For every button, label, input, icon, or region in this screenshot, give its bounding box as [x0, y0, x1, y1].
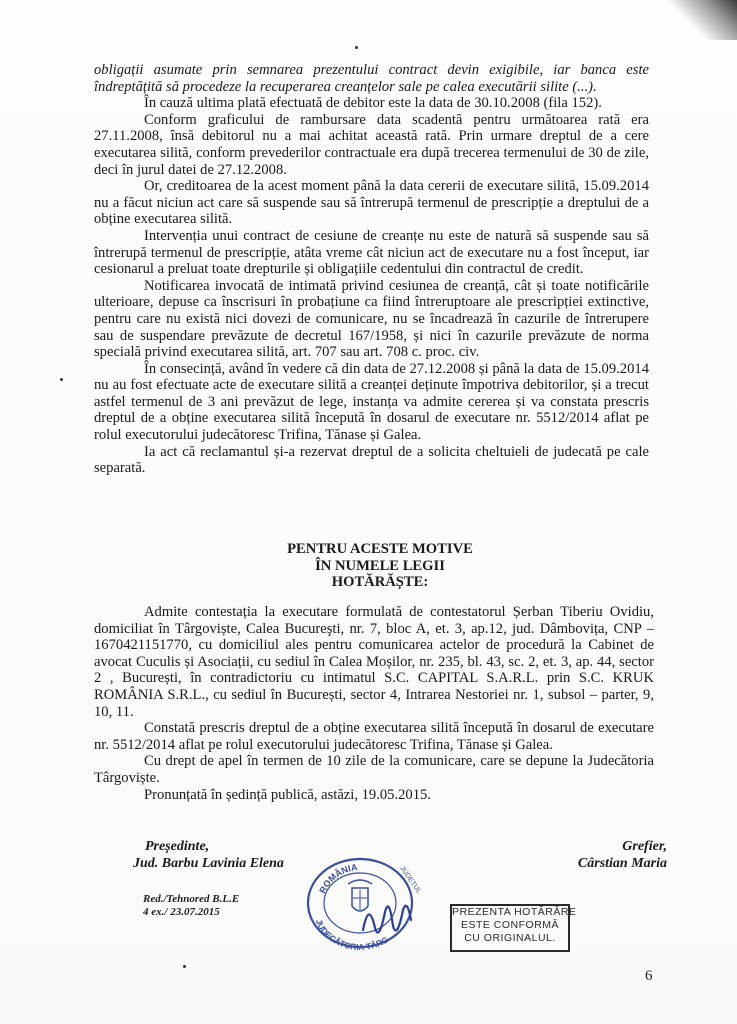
clerk-title: Grefier, [622, 839, 667, 854]
clerk-signature-block [547, 838, 667, 872]
paragraph: Conform graficului de rambursare data scadentă pentru următoarea rată era 27.11.2008, însă debitorul nu a mai achitat această rată. Prin urmare dreptul de a cere executarea silită, conform prevederilor contractuale era după trecerea termenului de 30 de zile, deci în jurul datei de 27.12.2008. [94, 111, 649, 178]
conformity-stamp [450, 904, 577, 952]
heading: ÎN NUMELE LEGII [315, 557, 445, 574]
paragraph: Intervenția unui contract de cesiune de creanțe nu este de natură să suspende sau să întrerupă termenul de prescripție, atâta vreme cât niciun act de executare nu a fost început, iar cesionarul a preluat toate drepturile și obligațiile cedentului din contractul de credit. [94, 227, 649, 278]
stamp-line: ESTE CONFORMĂ [460, 919, 560, 931]
heading: PENTRU ACESTE MOTIVE [287, 541, 473, 557]
paragraph: Notificarea invocată de intimată privind cesiunea de creanță, cât și toate notificările ulterioare, depuse ca înscrisuri în probațiune ca fiind întreruptoare ale prescripției extinctive, pentru care nu există nici dovezi de comunicare, nu se încadrează în cazurile de întrerupere sau de suspendare prevăzute de decretul 167/1958, și nici în cazurile prevăzute de norma specială privind executarea silită, art. 707 sau art. 708 c. proc. civ. [94, 277, 649, 361]
paragraph: Admite contestația la executare formulată de contestatorul Șerban Tiberiu Ovidiu, domiciliat în Târgoviște, Calea Bucureşti, nr. 7, bloc A, et. 3, ap.12, jud. Dâmbovița, CNP – 1670421151770, cu domiciliul ales pentru comunicarea actelor de procedură la Cabinet de avocat Cuculis și Asociații, cu sediul în Calea Moșilor, nr. 235, bl. 43, sc. 2, et. 3, ap. 44, sector 2 , București, în contradictoriu cu intimatul S.C. CAPITAL S.A.R.L. prin S.C. KRUK ROMÂNIA S.R.L., cu sediul în București, sector 4, Intrarea Nestoriei nr. 1, subsol – parter, 9, 10, 11. [94, 604, 654, 720]
scan-shadow [667, 0, 737, 40]
paragraph: Cu drept de apel în termen de 10 zile de la comunicare, care se depune la Judecătoria Târgoviște. [94, 753, 654, 786]
scan-speck [183, 965, 186, 968]
scan-speck [60, 378, 63, 381]
dispositiv-text [94, 604, 654, 803]
redactare-line: Red./Tehnored B.L.E [143, 893, 240, 905]
president-title: Președinte, [145, 839, 210, 854]
paragraph: Or, creditoarea de la acest moment până la data cererii de executare silită, 15.09.2014 nu a făcut niciun act care să suspende sau să întrerupă termenul de prescripție a dreptului de a obține executarea silită. [94, 178, 649, 228]
redactare-note [143, 893, 239, 919]
seal-bottom-text: JUDECĂTORIA TÂRG [313, 917, 391, 950]
section-headings [270, 541, 490, 591]
heading: HOTĂRĂȘTE: [331, 574, 429, 591]
stamp-line: CU ORIGINALUL. [464, 932, 556, 944]
signature-scribble-icon [355, 890, 445, 950]
redactare-line: 4 ex./ 23.07.2015 [143, 906, 220, 918]
body-text [94, 62, 649, 477]
stamp-line: PREZENTA HOTĂRÂRE [452, 906, 577, 918]
paragraph: Ia act că reclamantul și-a rezervat dreptul de a solicita cheltuieli de judecată pe cale separată. [94, 443, 649, 477]
seal-top-text: ROMÂNIA [317, 862, 359, 895]
paragraph: Constată prescris dreptul de a obține executarea silită începută în dosarul de executare nr. 5512/2014 aflat pe rolul executorului judecătoresc Trifina, Tănase și Galea. [94, 720, 654, 753]
clerk-name: Cârstian Maria [577, 856, 667, 871]
seal-right-text: JUDEȚUL [398, 865, 423, 895]
scan-speck [355, 46, 358, 49]
president-signature-block [133, 838, 284, 872]
paragraph: obligații asumate prin semnarea prezentului contract devin exigibile, iar banca este îndreptățită să procedeze la recuperarea creanțelor sale pe calea executării silite (...). [94, 62, 649, 95]
paragraph: În cauză ultima plată efectuată de debitor este la data de 30.10.2008 (fila 152). [144, 95, 602, 112]
page-number: 6 [645, 968, 653, 984]
paragraph: Pronunțată în ședință publică, astăzi, 19.05.2015. [144, 786, 431, 803]
president-name: Jud. Barbu Lavinia Elena [133, 856, 284, 871]
paragraph: În consecință, având în vedere că din data de 27.12.2008 și până la data de 15.09.2014 nu au fost efectuate acte de executare silită a creanței deținute împotriva debitorilor, și a trecut astfel termenul de 3 ani prevăzut de lege, instanța va admite cererea și va constata prescris dreptul de a obține executarea silită începută în dosarul de executare nr. 5512/2014 aflat pe rolul executorului judecătoresc Trifina, Tănase și Galea. [94, 360, 649, 444]
